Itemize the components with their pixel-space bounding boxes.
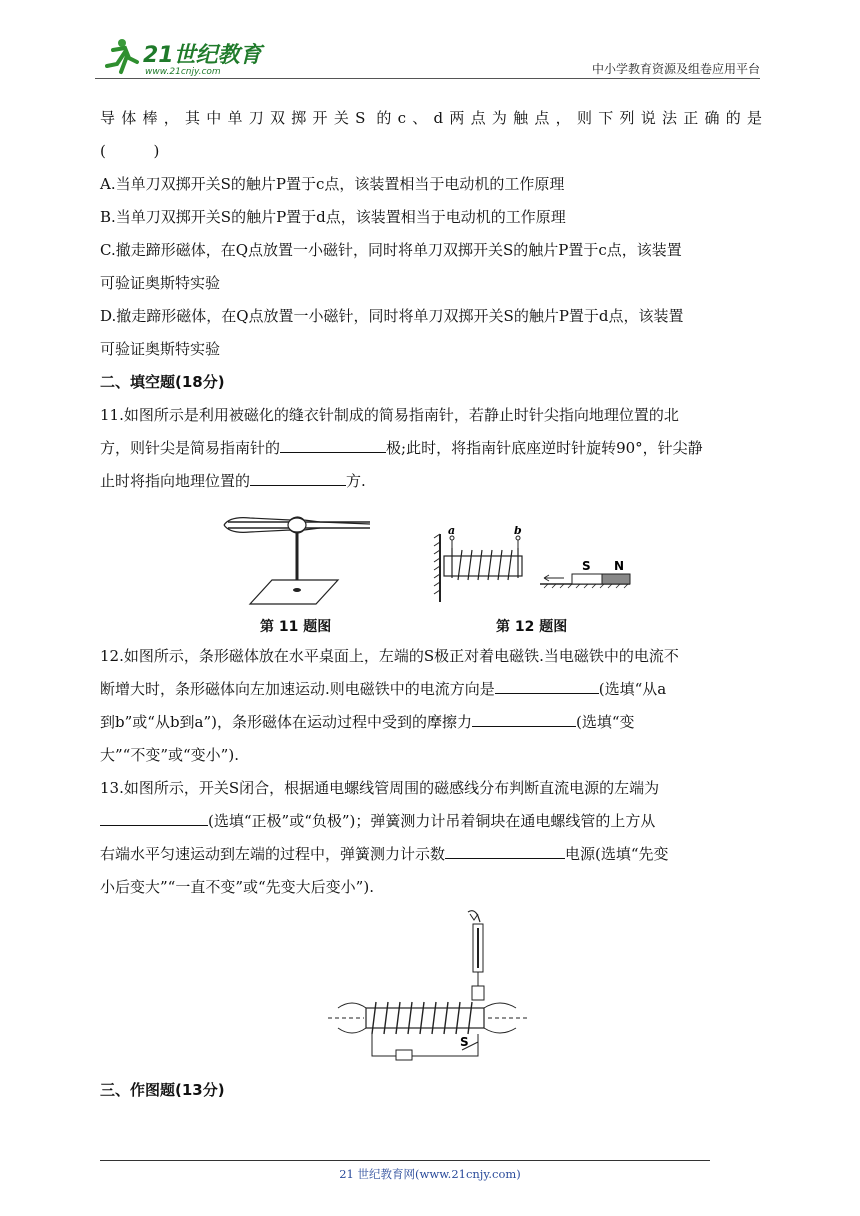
section-3-title: 三、作图题(13分) (100, 1081, 225, 1099)
header-platform-text: 中小学教育资源及组卷应用平台 (591, 62, 760, 76)
q12-line2-end: (选填“从a (598, 680, 667, 698)
electromagnet-coil-icon (434, 534, 522, 602)
site-logo (95, 36, 265, 78)
footer-link[interactable]: 21 世纪教育网(www.21cnjy.com) (339, 1167, 521, 1181)
q11-line2-start: 方，则针尖是简易指南针的 (100, 439, 281, 457)
q13-line2-text: (选填“正极”或“负极”)；弹簧测力计吊着铜块在通电螺线管的上方从 (208, 812, 656, 830)
magnet-s-label: S (582, 559, 591, 573)
q11-line1: 11.如图所示是利用被磁化的缝衣针制成的简易指南针，若静止时针尖指向地理位置的北 (100, 406, 679, 424)
q12-line3-start: 到b”或“从b到a”)，条形磁体在运动过程中受到的摩擦力 (100, 713, 473, 731)
q10-option-a: A.当单刀双掷开关S的触片P置于c点，该装置相当于电动机的工作原理 (100, 175, 565, 193)
page-content (100, 102, 762, 1107)
q12-line3 (100, 706, 762, 739)
q12-line1: 12.如图所示，条形磁体放在水平桌面上，左端的S极正对着电磁铁.当电磁铁中的电流不 (100, 647, 679, 665)
q12-line3-end: (选填“变 (576, 713, 635, 731)
solenoid-coil-icon (328, 1002, 528, 1060)
q10-answer-parens: ( ) (100, 142, 160, 160)
q11-line3 (100, 465, 762, 498)
switch-s-label: S (460, 1035, 469, 1049)
figure-12-caption: 第 12 题图 (496, 619, 568, 635)
q12-blank-2[interactable] (472, 710, 576, 727)
figure-13-mask (328, 1060, 388, 1070)
q11-blank-2[interactable] (250, 469, 346, 486)
running-figure-icon (107, 39, 137, 72)
q12-line2 (100, 673, 762, 706)
q10-option-b: B.当单刀双掷开关S的触片P置于d点，该装置相当于电动机的工作原理 (100, 208, 566, 226)
q10-stem-line1: 导体棒，其中单刀双掷开关S 的c、d两点为触点，则下列说法正确的是 (100, 109, 762, 127)
logo-text: 21世纪教育 (143, 43, 262, 68)
footer-divider (100, 1160, 710, 1161)
bar-magnet-icon (540, 574, 630, 588)
q10-option-d-line2: 可验证奥斯特实验 (100, 340, 221, 358)
q13-blank-2[interactable] (445, 842, 565, 859)
q13-line1: 13.如图所示，开关S闭合，根据通电螺线管周围的磁感线分布判断直流电源的左端为 (100, 779, 660, 797)
terminal-a-label: a (448, 526, 456, 537)
figure-11-caption: 第 11 题图 (260, 619, 332, 635)
q11-line3-end: 方. (346, 472, 366, 490)
magnet-n-label: N (614, 559, 625, 573)
terminal-b-label: b (514, 526, 522, 537)
q13-line2 (100, 805, 762, 838)
figure-13 (100, 904, 762, 1074)
q12-line2-start: 断增大时，条形磁体向左加速运动.则电磁铁中的电流方向是 (100, 680, 495, 698)
figures-11-12 (100, 498, 762, 640)
q10-option-c-line1: C.撤走蹄形磁体，在Q点放置一小磁针，同时将单刀双掷开关S的触片P置于c点，该装置 (100, 241, 682, 259)
header-divider (95, 78, 760, 79)
section-2-title: 二、填空题(18分) (100, 373, 225, 391)
compass-needle-icon (224, 517, 370, 604)
q12-blank-1[interactable] (495, 677, 599, 694)
q13-line3-end: 电源(选填“先变 (565, 845, 669, 863)
compass-needle-figure (220, 508, 380, 608)
q11-blank-1[interactable] (280, 436, 386, 453)
q13-line3 (100, 838, 762, 871)
q11-line2-end: 极;此时，将指南针底座逆时针旋转90°，针尖静 (386, 439, 703, 457)
solenoid-figure (328, 910, 542, 1070)
spring-scale-icon (468, 911, 484, 1000)
q11-line2 (100, 432, 762, 465)
q10-option-c-line2: 可验证奥斯特实验 (100, 274, 221, 292)
q13-line4: 小后变大”“一直不变”或“先变大后变小”). (100, 878, 374, 896)
electromagnet-figure (432, 526, 632, 606)
q12-line4: 大”“不变”或“变小”). (100, 746, 239, 764)
q11-line3-start: 止时将指向地理位置的 (100, 472, 251, 490)
q10-option-d-line1: D.撤走蹄形磁体，在Q点放置一小磁针，同时将单刀双掷开关S的触片P置于d点，该装置 (100, 307, 684, 325)
q13-line3-start: 右端水平匀速运动到左端的过程中，弹簧测力计示数 (100, 845, 446, 863)
q13-blank-1[interactable] (100, 809, 208, 826)
logo-url: www.21cnjy.com (145, 67, 221, 77)
